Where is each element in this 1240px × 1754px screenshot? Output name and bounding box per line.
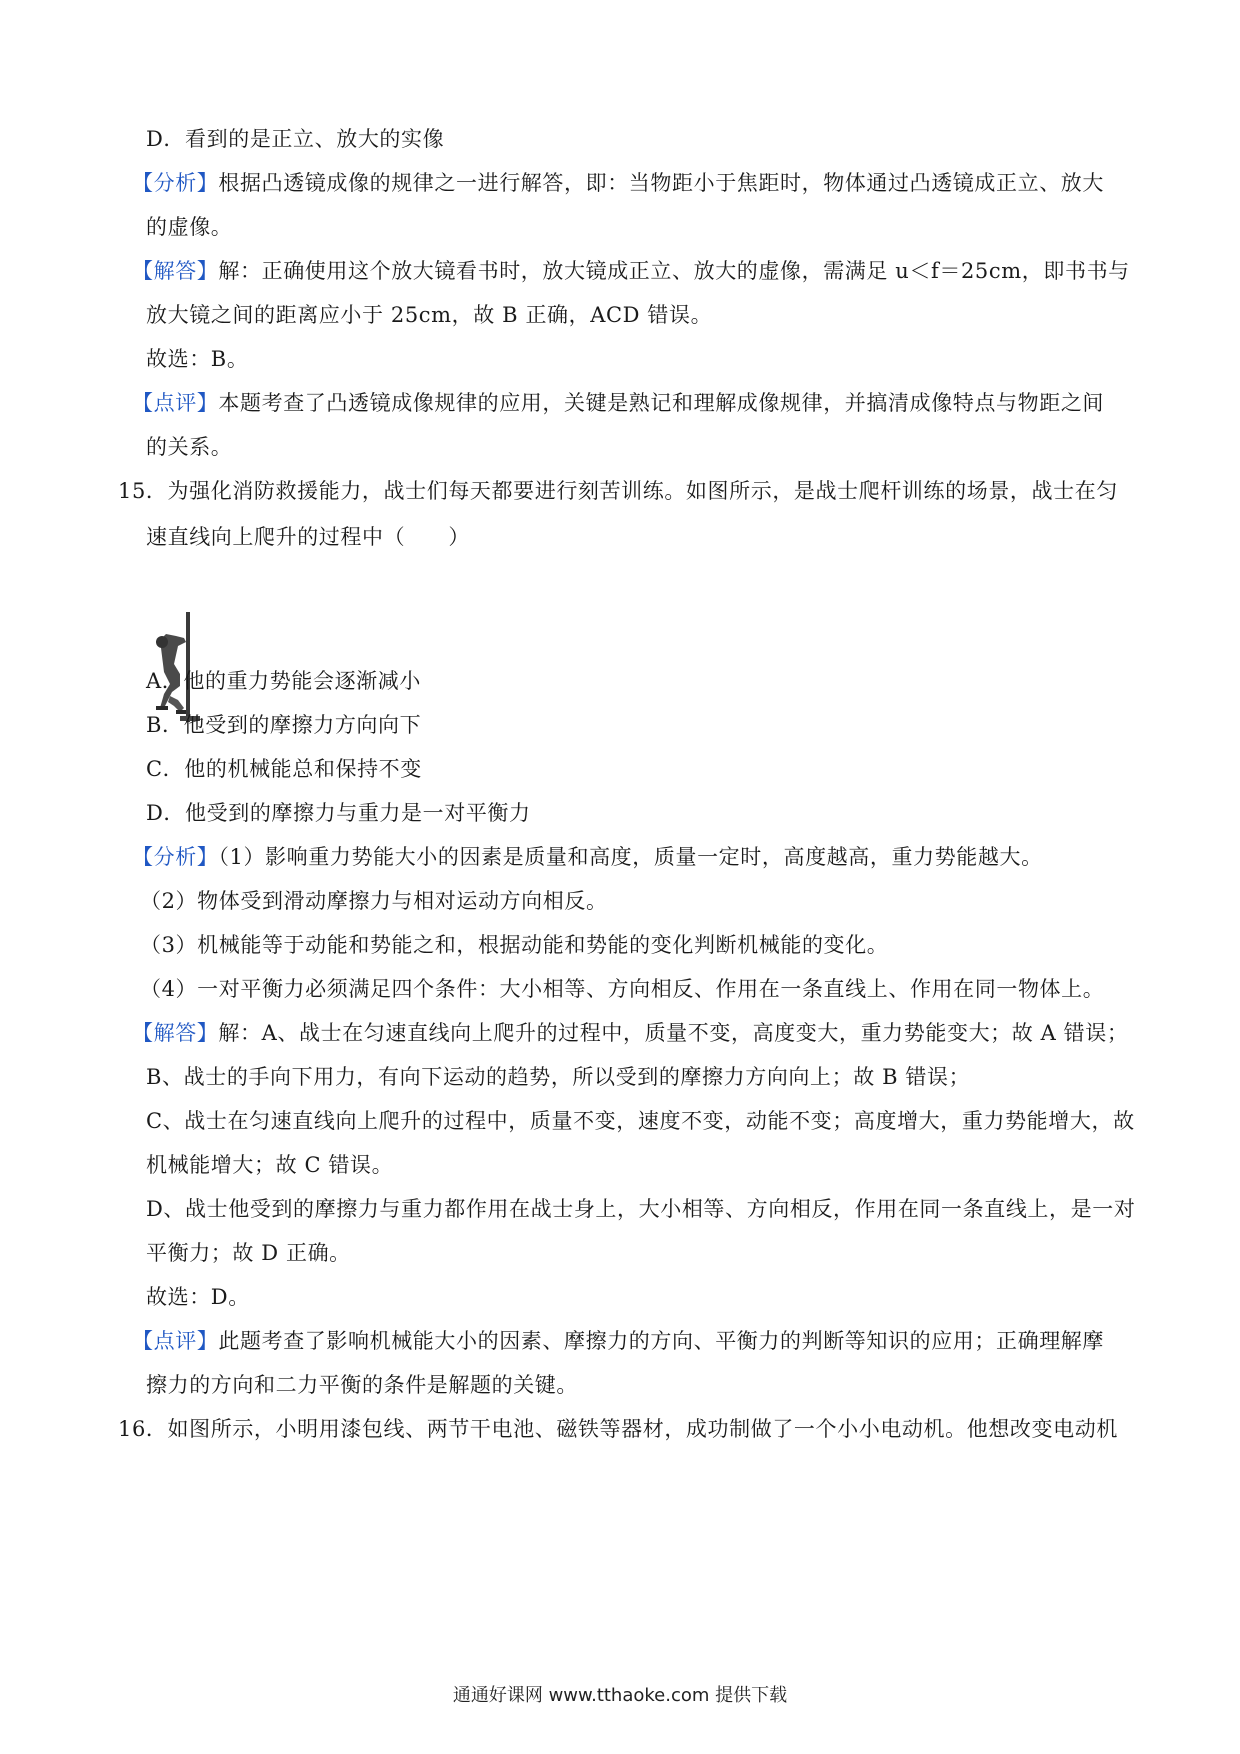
q15-analysis-4: （4）一对平衡力必须满足四个条件：大小相等、方向相反、作用在一条直线上、作用在同一物体上。 — [140, 977, 1105, 1001]
q15-comment: 【点评】此题考查了影响机械能大小的因素、摩擦力的方向、平衡力的判断等知识的应用；正确理解摩 — [132, 1329, 1105, 1353]
q14-choice: 故选：B。 — [146, 347, 249, 371]
q15-answer-c: C、战士在匀速直线向上爬升的过程中，质量不变，速度不变，动能不变；高度增大，重力势能增大，故 — [146, 1109, 1135, 1133]
q15-comment-cont: 擦力的方向和二力平衡的条件是解题的关键。 — [146, 1373, 578, 1397]
q15-answer: 【解答】解：A、战士在匀速直线向上爬升的过程中，质量不变，高度变大，重力势能变大；故 A 错误； — [132, 1021, 1129, 1045]
q14-answer-cont: 放大镜之间的距离应小于 25cm，故 B 正确，ACD 错误。 — [146, 303, 713, 327]
q16-stem: 16．如图所示，小明用漆包线、两节干电池、磁铁等器材，成功制做了一个小小电动机。他想改变电动机 — [118, 1417, 1118, 1441]
answer-tag: 【解答】 — [132, 1021, 219, 1045]
q15-option-d: D．他受到的摩擦力与重力是一对平衡力 — [146, 801, 531, 825]
q14-option-d: D．看到的是正立、放大的实像 — [146, 127, 445, 151]
q14-answer: 【解答】解：正确使用这个放大镜看书时，放大镜成正立、放大的虚像，需满足 u＜f＝25cm，即书书与 — [132, 259, 1130, 283]
q15-answer-b: B、战士的手向下用力，有向下运动的趋势，所以受到的摩擦力方向向上；故 B 错误； — [146, 1065, 971, 1089]
q15-option-a: A．他的重力势能会逐渐减小 — [146, 669, 421, 693]
analysis-tag: 【分析】 — [132, 845, 219, 869]
answer-tag: 【解答】 — [132, 259, 219, 283]
q15-analysis-3: （3）机械能等于动能和势能之和，根据动能和势能的变化判断机械能的变化。 — [140, 933, 889, 957]
comment-tag: 【点评】 — [132, 1329, 219, 1353]
q14-analysis: 【分析】根据凸透镜成像的规律之一进行解答，即：当物距小于焦距时，物体通过凸透镜成正立、放大 — [132, 171, 1105, 195]
q15-answer-c-cont: 机械能增大；故 C 错误。 — [146, 1153, 394, 1177]
q15-answer-d-cont: 平衡力；故 D 正确。 — [146, 1241, 351, 1265]
comment-tag: 【点评】 — [132, 391, 219, 415]
q15-answer-d: D、战士他受到的摩擦力与重力都作用在战士身上，大小相等、方向相反，作用在同一条直线上，是一对 — [146, 1197, 1136, 1221]
q15-stem: 15．为强化消防救援能力，战士们每天都要进行刻苦训练。如图所示，是战士爬杆训练的场景，战士在匀 — [118, 479, 1118, 503]
q15-analysis: 【分析】（1）影响重力势能大小的因素是质量和高度，质量一定时，高度越高，重力势能越大。 — [132, 845, 1043, 869]
q14-comment: 【点评】本题考查了凸透镜成像规律的应用，关键是熟记和理解成像规律，并搞清成像特点与物距之间 — [132, 391, 1105, 415]
analysis-tag: 【分析】 — [132, 171, 219, 195]
page-footer: 通通好课网 www.tthaoke.com 提供下载 — [452, 1685, 788, 1706]
q15-analysis-2: （2）物体受到滑动摩擦力与相对运动方向相反。 — [140, 889, 608, 913]
q14-analysis-cont: 的虚像。 — [146, 215, 233, 239]
q15-option-c: C．他的机械能总和保持不变 — [146, 757, 422, 781]
q15-option-b: B．他受到的摩擦力方向向下 — [146, 713, 422, 737]
q14-comment-cont: 的关系。 — [146, 435, 233, 459]
q15-stem-cont: 速直线向上爬升的过程中（ ） — [146, 525, 470, 549]
q15-choice: 故选：D。 — [146, 1285, 250, 1309]
